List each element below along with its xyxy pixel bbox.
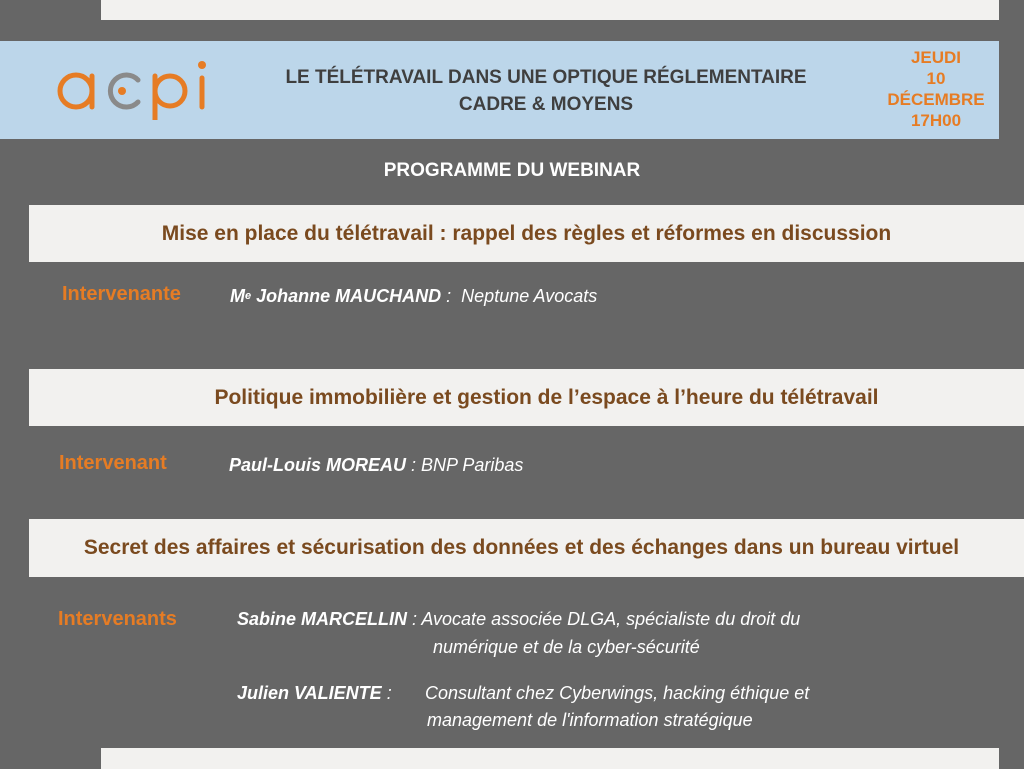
session-3-title: Secret des affaires et sécurisation des données et des échanges dans un bureau virtuel <box>29 519 1024 577</box>
speaker-separator: : <box>441 286 462 306</box>
event-title <box>240 64 852 118</box>
speaker-name: Sabine MARCELLIN <box>237 609 408 629</box>
session-3-speaker-2 <box>237 680 392 706</box>
speaker-prefix-sup: e <box>245 290 252 302</box>
event-date <box>874 47 998 131</box>
speaker-affiliation: BNP Paribas <box>421 455 524 475</box>
date-number: 10 <box>926 69 946 88</box>
session-1-speaker <box>230 283 597 309</box>
event-title-line1: LE TÉLÉTRAVAIL DANS UNE OPTIQUE RÉGLEMENTAIRE <box>285 67 807 88</box>
date-day: JEUDI <box>910 48 962 67</box>
event-title-line2: CADRE & MOYENS <box>458 94 634 115</box>
speaker-affiliation-line1: Avocate associée DLGA, spécialiste du droit du <box>421 609 801 629</box>
previous-section-strip <box>101 0 999 20</box>
speaker-name: Julien VALIENTE <box>237 683 382 703</box>
session-3-speaker-1-line2: numérique et de la cyber-sécurité <box>433 637 700 657</box>
date-time: 17H00 <box>910 111 962 130</box>
next-section-strip <box>101 748 999 769</box>
speaker-separator: : <box>407 609 422 629</box>
session-3-speaker-1 <box>237 606 800 632</box>
session-2-title: Politique immobilière et gestion de l’espace à l’heure du télétravail <box>29 369 1024 426</box>
speaker-separator: : <box>381 683 392 703</box>
session-2-role: Intervenant <box>59 452 167 474</box>
session-3-speaker-2-line2: management de l'information stratégique <box>427 710 753 730</box>
session-1-role: Intervenante <box>62 283 181 305</box>
session-3-speaker-2-line1: Consultant chez Cyberwings, hacking éthique et <box>425 683 810 703</box>
speaker-name: Paul-Louis MOREAU <box>229 455 407 475</box>
programme-title: PROGRAMME DU WEBINAR <box>383 160 641 181</box>
session-2-speaker <box>229 452 523 478</box>
speaker-separator: : <box>406 455 422 475</box>
session-1-title: Mise en place du télétravail : rappel des règles et réformes en discussion <box>29 205 1024 262</box>
speaker-name: Johanne MAUCHAND <box>256 286 442 306</box>
speaker-prefix: M <box>230 286 245 306</box>
session-3-role: Intervenants <box>58 608 177 630</box>
acpi-logo <box>52 54 212 120</box>
date-month: DÉCEMBRE <box>887 90 985 109</box>
speaker-affiliation: Neptune Avocats <box>461 286 598 306</box>
